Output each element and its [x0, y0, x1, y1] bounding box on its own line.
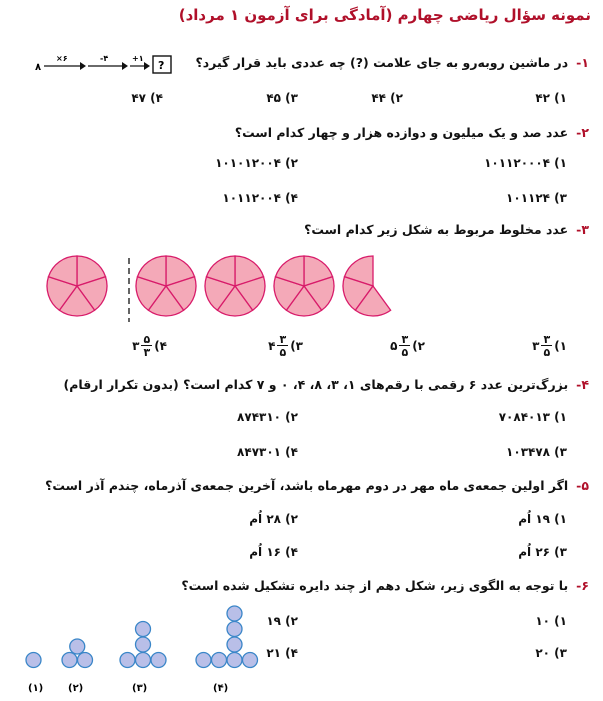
whole-part: ۳	[532, 339, 540, 353]
option-label: ۲)	[412, 339, 425, 353]
question-number: ۳-	[576, 222, 589, 237]
question-6	[181, 578, 589, 593]
option-1[interactable]: ۱) ۱۰	[535, 614, 567, 628]
option-2[interactable]	[390, 334, 425, 358]
option-2[interactable]: ۲) ۴۴	[371, 91, 403, 105]
option-1[interactable]: ۱) ۱۰۱۱۲۰۰۰۴	[484, 156, 567, 170]
option-label: ۱)	[554, 339, 567, 353]
fraction-figure	[30, 250, 410, 325]
option-4[interactable]	[132, 334, 167, 358]
denominator: ۵	[401, 346, 409, 359]
option-1[interactable]: ۱) ۷۰۸۴۰۱۳	[498, 410, 567, 424]
question-number: ۱-	[576, 55, 589, 70]
option-4[interactable]: ۴) ۴۷	[131, 91, 163, 105]
pattern-circle	[227, 637, 242, 652]
question-number: ۵-	[576, 478, 589, 493]
denominator: ۵	[279, 346, 287, 359]
question-number: ۴-	[576, 377, 589, 392]
option-2[interactable]: ۲) ۲۸ اُم	[249, 512, 298, 526]
option-2[interactable]: ۲) ۸۷۴۳۱۰	[237, 410, 298, 424]
pattern-figure-3	[120, 622, 166, 668]
option-3[interactable]	[268, 334, 303, 358]
question-text: در ماشین روبه‌رو به جای علامت (?) چه عددی باید قرار گیرد؟	[195, 55, 569, 70]
question-number: ۲-	[576, 125, 589, 140]
numerator: ۳	[401, 333, 409, 346]
whole-part: ۳	[132, 339, 140, 353]
machine-op-1: ×۶	[56, 54, 68, 63]
figure-label-1: (۱)	[28, 683, 44, 694]
machine-result: ?	[158, 59, 165, 72]
arrow-head-icon	[144, 62, 150, 70]
option-1[interactable]: ۱) ۴۲	[535, 91, 567, 105]
question-text: با توجه به الگوی زیر، شکل دهم از چند دایره تشکیل شده است؟	[181, 578, 569, 593]
denominator: ۵	[543, 346, 551, 359]
question-text: بزرگ‌ترین عدد ۶ رقمی با رقم‌های ۱، ۳، ۸، ۴، ۰ و ۷ کدام است؟ (بدون تکرار ارقام)	[63, 377, 569, 392]
option-1[interactable]: ۱) ۱۹ اُم	[518, 512, 567, 526]
option-3[interactable]: ۳) ۴۵	[266, 91, 298, 105]
option-3[interactable]: ۳) ۱۰۱۱۲۴	[506, 191, 567, 205]
pattern-circle	[227, 606, 242, 621]
full-circle	[136, 256, 196, 316]
option-4[interactable]: ۴) ۱۶ اُم	[249, 545, 298, 559]
denominator: ۳	[143, 346, 151, 359]
pattern-circle	[136, 653, 151, 668]
pattern-figure-1	[26, 653, 41, 668]
pattern-circle	[78, 653, 93, 668]
question-2	[235, 125, 589, 140]
numerator: ۳	[279, 333, 287, 346]
question-number: ۶-	[576, 578, 589, 593]
option-4[interactable]: ۴) ۱۰۱۱۲۰۰۴	[222, 191, 298, 205]
circle-pattern-figure	[10, 600, 260, 695]
option-3[interactable]: ۳) ۲۰	[535, 646, 567, 660]
pattern-circle	[26, 653, 41, 668]
page-title: نمونه سؤال ریاضی چهارم (آمادگی برای آزمون ۱ مرداد)	[178, 6, 591, 24]
arrow-head-icon	[80, 62, 86, 70]
option-2[interactable]: ۲) ۱۹	[266, 614, 298, 628]
pattern-circle	[136, 622, 151, 637]
option-4[interactable]: ۴) ۲۱	[266, 646, 298, 660]
machine-start: ۸	[35, 62, 42, 73]
machine-op-2: -۴	[100, 54, 109, 63]
pattern-circle	[243, 653, 258, 668]
question-1	[196, 55, 590, 70]
question-text: عدد صد و یک میلیون و دوازده هزار و چهار کدام است؟	[234, 125, 569, 140]
pattern-circle	[212, 653, 227, 668]
figure-label-2: (۲)	[68, 683, 84, 694]
function-machine	[32, 50, 182, 78]
question-5	[45, 478, 589, 493]
question-3	[304, 222, 589, 237]
option-2[interactable]: ۲) ۱۰۱۰۱۲۰۰۴	[215, 156, 298, 170]
pattern-circle	[151, 653, 166, 668]
pattern-circle	[196, 653, 211, 668]
option-1[interactable]	[532, 334, 567, 358]
question-4	[64, 377, 590, 392]
pattern-figure-4	[196, 606, 258, 668]
partial-circle	[343, 256, 391, 316]
full-circle	[205, 256, 265, 316]
pattern-figure-2	[62, 639, 93, 667]
figure-label-3: (۳)	[132, 683, 148, 694]
pattern-circle	[62, 653, 77, 668]
full-circle	[274, 256, 334, 316]
numerator: ۳	[543, 333, 551, 346]
pattern-circle	[227, 653, 242, 668]
option-3[interactable]: ۳) ۲۶ اُم	[518, 545, 567, 559]
option-label: ۳)	[290, 339, 303, 353]
whole-part: ۵	[390, 339, 398, 353]
full-circle	[47, 256, 107, 316]
pattern-circle	[136, 637, 151, 652]
pattern-circle	[227, 622, 242, 637]
pattern-circle	[70, 639, 85, 654]
figure-label-4: (۴)	[213, 683, 229, 694]
pattern-circle	[120, 653, 135, 668]
machine-op-3: +۱	[132, 54, 144, 63]
whole-part: ۴	[268, 339, 276, 353]
question-text: عدد مخلوط مربوط به شکل زیر کدام است؟	[304, 222, 569, 237]
option-label: ۴)	[154, 339, 167, 353]
arrow-head-icon	[122, 62, 128, 70]
option-3[interactable]: ۳) ۱۰۳۴۷۸	[506, 445, 567, 459]
numerator: ۵	[143, 333, 151, 346]
option-4[interactable]: ۴) ۸۴۷۳۰۱	[237, 445, 298, 459]
question-text: اگر اولین جمعه‌ی ماه مهر در دوم مهرماه باشد، آخرین جمعه‌ی آذرماه، چندم آذر است؟	[45, 478, 569, 493]
